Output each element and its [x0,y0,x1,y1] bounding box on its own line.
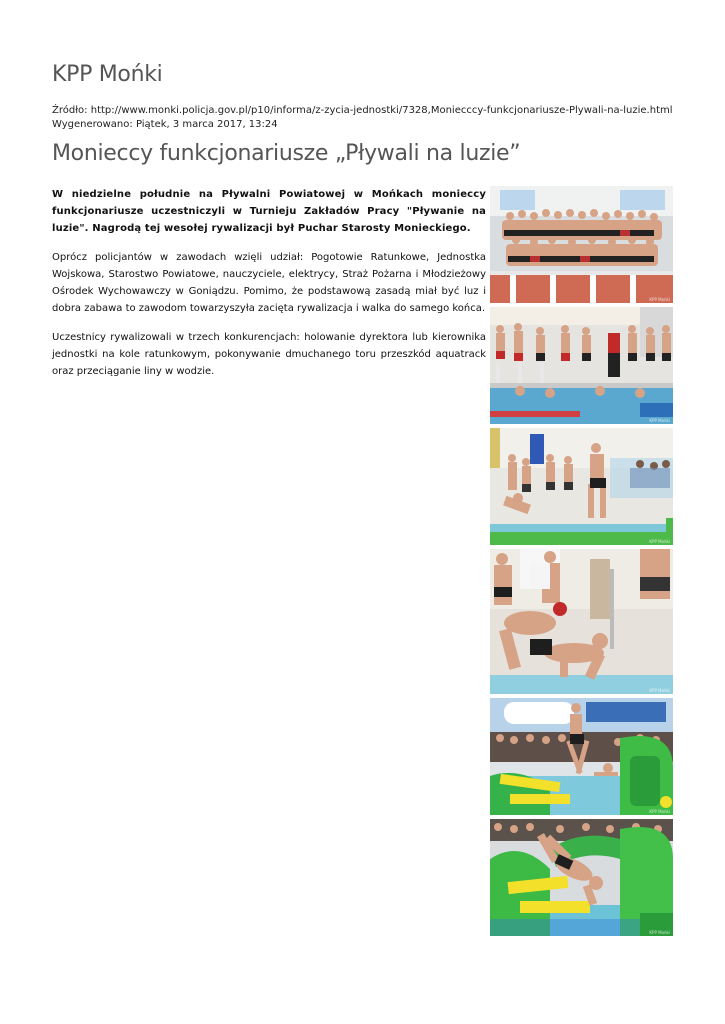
photo-watermark: KPP Mońki [649,539,670,544]
gallery-photo-group[interactable] [490,186,673,303]
source-label: Źródło: [52,105,88,116]
article-body [52,186,486,392]
gallery-photo-pool-edge[interactable] [490,307,673,424]
gallery-photo-race-start[interactable] [490,428,673,545]
site-title: KPP Mońki [52,62,163,87]
pool-edge-photo-image [490,307,673,424]
source-line [52,104,673,118]
generated-line [52,118,673,132]
photo-watermark: KPP Mońki [649,418,670,423]
article-paragraph: Oprócz policjantów w zawodach wzięli udział: Pogotowie Ratunkowe, Jednostka Wojskowa, Starostwo Powiatowe, nauczyciele, elektrycy, Straż Pożarna i Młodzieżowy Ośrodek Wychowawczy w Goniądzu. Pomimo, że podstawową zasadą miał być luz i dobra zabawa to zawodom towarzyszyła zacięta rywalizacja i walka do samego końca. [52,252,486,314]
article-title: Monieccy funkcjonariusze „Pływali na luzie” [52,141,521,166]
photo-gallery [490,186,673,940]
generated-value: Piątek, 3 marca 2017, 13:24 [135,119,278,130]
gallery-photo-obstacle[interactable] [490,819,673,936]
gallery-photo-aquatrack[interactable] [490,698,673,815]
obstacle-photo-image [490,819,673,936]
generated-label: Wygenerowano: [52,119,133,130]
article-paragraph: Uczestnicy rywalizowali w trzech konkurencjach: holowanie dyrektora lub kierownika jednostki na kole ratunkowym, pokonywanie dmuchanego toru przeszkód aquatrack oraz przeciąganie liny w wodzie. [52,332,486,377]
photo-watermark: KPP Mońki [649,297,670,302]
photo-watermark: KPP Mońki [649,809,670,814]
race-start-photo-image [490,428,673,545]
gallery-photo-crawling[interactable] [490,549,673,694]
group-photo-image [490,186,673,303]
crawling-photo-image [490,549,673,694]
photo-watermark: KPP Mońki [649,930,670,935]
aquatrack-photo-image [490,698,673,815]
document-meta [52,104,673,132]
article-lead: W niedzielne południe na Pływalni Powiatowej w Mońkach monieccy funkcjonariusze uczestniczyli w Turnieju Zakładów Pracy "Pływanie na luzie". Nagrodą tej wesołej rywalizacji był Puchar Starosty Monieckiego. [52,189,486,234]
source-url[interactable]: http://www.monki.policja.gov.pl/p10/informa/z-zycia-jednostki/7328,Moniecccy-funkcjonariusze-Plywali-na-luzie.html [90,105,673,116]
photo-watermark: KPP Mońki [649,688,670,693]
